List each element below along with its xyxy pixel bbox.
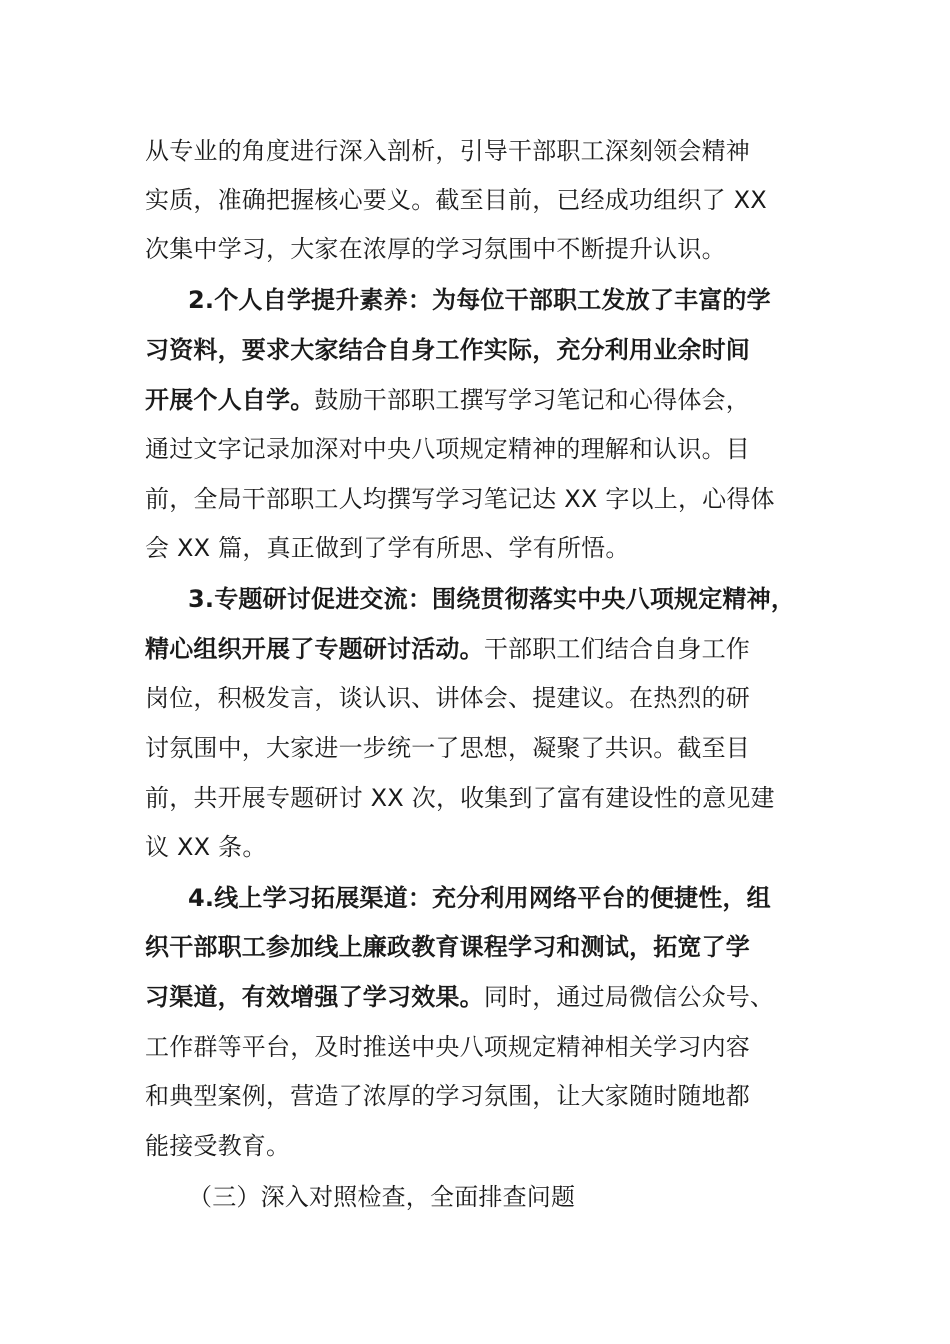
paragraph-4-heading-line-3: 习渠道，有效增强了学习效果。	[145, 983, 484, 1011]
paragraph-2-text-1: 鼓励干部职工撰写学习笔记和心得体会，	[314, 386, 751, 414]
paragraph-2-heading-line-3: 开展个人自学。	[145, 386, 315, 414]
paragraph-4-text-1: 同时，通过局微信公众号、	[483, 983, 775, 1011]
paragraph-1-line-3: 次集中学习，大家在浓厚的学习氛围中不断提升认识。	[145, 235, 726, 263]
paragraph-2-line-5: 前，全局干部职工人均撰写学习笔记达 XX 字以上，心得体	[145, 485, 775, 513]
paragraph-2-heading-line-2: 习资料，要求大家结合自身工作实际，充分利用业余时间	[145, 336, 750, 364]
paragraph-2-line-3	[145, 383, 750, 417]
paragraph-3-heading-line-1: 3.专题研讨促进交流：围绕贯彻落实中央八项规定精神，	[188, 585, 796, 613]
paragraph-3-heading-line-2: 精心组织开展了专题研讨活动。	[145, 635, 484, 663]
paragraph-1-line-1: 从专业的角度进行深入剖析，引导干部职工深刻领会精神	[145, 137, 750, 165]
paragraph-3-text-1: 干部职工们结合自身工作	[483, 635, 751, 663]
paragraph-3-line-2	[145, 632, 750, 666]
paragraph-4-line-5: 和典型案例，营造了浓厚的学习氛围，让大家随时随地都	[145, 1082, 750, 1110]
paragraph-3-line-3: 岗位，积极发言，谈认识、讲体会、提建议。在热烈的研	[145, 684, 750, 712]
paragraph-2-line-6: 会 XX 篇，真正做到了学有所思、学有所悟。	[145, 534, 630, 562]
section-heading: （三）深入对照检查，全面排查问题	[188, 1183, 576, 1211]
paragraph-4-heading-line-2: 织干部职工参加线上廉政教育课程学习和测试，拓宽了学	[145, 933, 750, 961]
paragraph-2-heading-line-1: 2.个人自学提升素养：为每位干部职工发放了丰富的学	[188, 286, 771, 314]
paragraph-2-line-4: 通过文字记录加深对中央八项规定精神的理解和认识。目	[145, 435, 750, 463]
paragraph-4-line-3	[145, 980, 774, 1014]
paragraph-1-line-2: 实质，准确把握核心要义。截至目前，已经成功组织了 XX	[145, 186, 767, 214]
paragraph-4-line-6: 能接受教育。	[145, 1132, 291, 1160]
paragraph-4-line-4: 工作群等平台，及时推送中央八项规定精神相关学习内容	[145, 1033, 750, 1061]
paragraph-3-line-6: 议 XX 条。	[145, 833, 267, 861]
paragraph-4-heading-line-1: 4.线上学习拓展渠道：充分利用网络平台的便捷性，组	[188, 884, 771, 912]
paragraph-3-line-5: 前，共开展专题研讨 XX 次，收集到了富有建设性的意见建	[145, 784, 775, 812]
paragraph-3-line-4: 讨氛围中，大家进一步统一了思想，凝聚了共识。截至目	[145, 734, 750, 762]
